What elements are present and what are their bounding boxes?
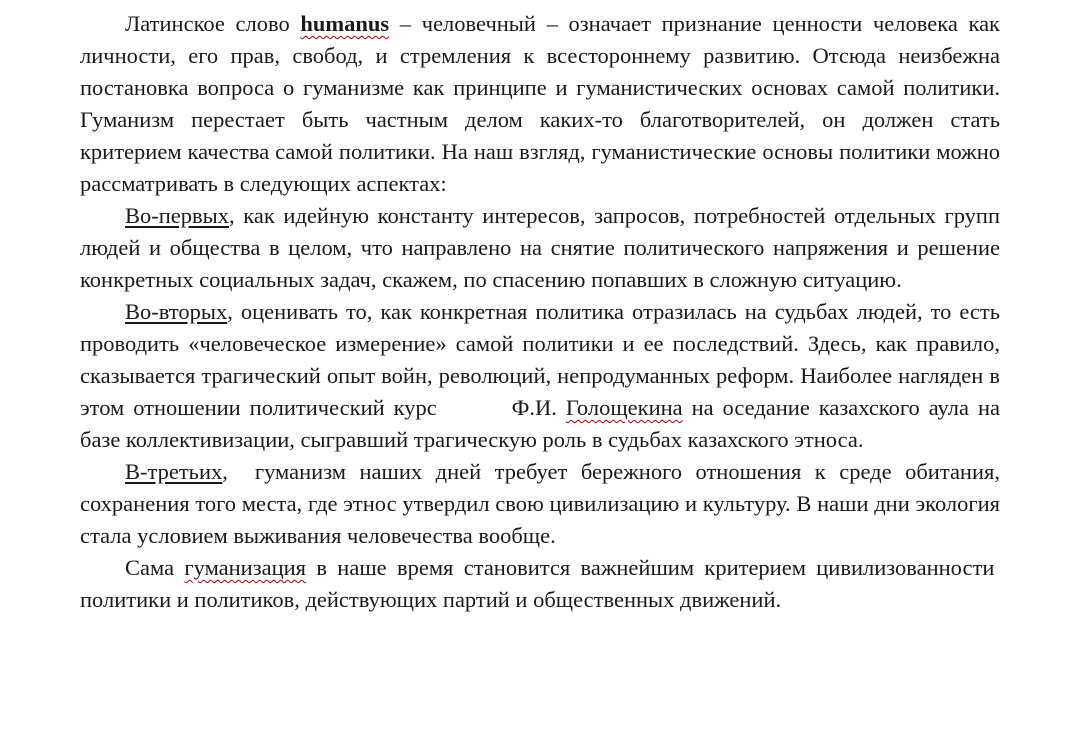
paragraph [80,552,1006,616]
paragraph [80,8,1006,200]
paragraph [80,456,1006,552]
text-run: в наше время становится важнейшим критерием цивилизованности политики и политиков, действующих партий и общественных движений. [80,555,1006,612]
underlined-term: Во-вторых [125,299,228,324]
text-run: , как идейную константу интересов, запросов, потребностей отдельных групп людей и общества в целом, что направлено на снятие политического напряжения и решение конкретных социальных задач, скажем, по спасению попавших в сложную ситуацию. [80,203,1006,292]
misspelled-word: humanus [300,11,390,36]
underlined-term: Во-первых [125,203,230,228]
text-run: – человечный – означает признание ценности человека как личности, его прав, свобод, и стремления к всестороннему развитию. Отсюда неизбежна постановка вопроса о гуманизме как принципе и гуманистических основах самой политики. Гуманизм перестает быть частным делом каких-то благотворителей, он должен стать критерием качества самой политики. На наш взгляд, гуманистические основы политики можно рассматривать в следующих аспектах: [80,11,1006,196]
text-run: , гуманизм наших дней требует бережного отношения к среде обитания, сохранения того места, где этнос утвердил свою цивилизацию и культуру. В наши дни экология стала условием выживания человечества вообще. [80,459,1006,548]
text-run: , оценивать то, как конкретная политика отразилась на судьбах людей, то есть проводить «человеческое измерение» самой политики и ее последствий. Здесь, как правило, сказывается трагический опыт войн, революций, непродуманных реформ. Наиболее нагляден в этом отношении политический курс [80,299,1006,420]
paragraph [80,200,1006,296]
tab-space [446,414,512,415]
paragraph [80,296,1006,456]
text-run: Ф.И. [511,395,566,420]
text-run: Латинское слово [125,11,301,36]
misspelled-word: гуманизация [184,555,307,580]
text-run: на оседание казахского аула на базе коллективизации, сыгравший трагическую роль в судьбах казахского этноса. [80,395,1006,452]
underlined-term: В-третьих [125,459,223,484]
text-run: Сама [125,555,185,580]
misspelled-word: Голощекина [565,395,683,420]
